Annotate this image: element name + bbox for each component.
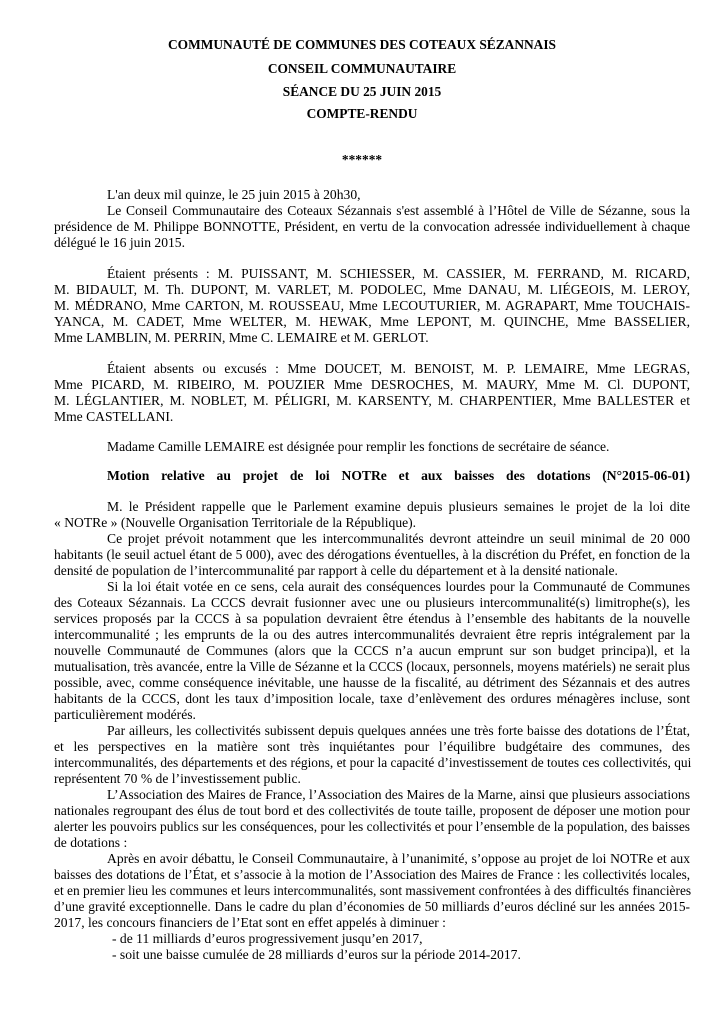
absent-line: Mme CASTELLANI. — [54, 409, 174, 424]
present-line: M. BIDAULT, M. Th. DUPONT, M. VARLET, M. PODOLEC, Mme DANAU, M. LIÉGEOIS, M. LEROY, — [54, 282, 690, 297]
body-line: possible, avec, comme conséquence inévitable, une hausse de la fiscalité, au détriment des Sézannais et des autres — [54, 675, 690, 690]
header-separator: ****** — [341, 152, 383, 167]
secretary-line: Madame Camille LEMAIRE est désignée pour remplir les fonctions de secrétaire de séance. — [107, 439, 610, 454]
body-line: particulièrement modérés. — [54, 707, 196, 722]
intro-line: présidence de M. Philippe BONNOTTE, Président, en vertu de la convocation adressée individuellement à chaque — [54, 219, 690, 234]
absent-line: M. LÉGLANTIER, M. NOBLET, M. PÉLIGRI, M. KARSENTY, M. CHARPENTIER, Mme BALLESTER et — [54, 393, 690, 408]
body-line: L’Association des Maires de France, l’Association des Maires de la Marne, ainsi que plusieurs associations — [107, 787, 690, 802]
intro-line: L'an deux mil quinze, le 25 juin 2015 à 20h30, — [107, 187, 361, 202]
body-line: baisses des dotations de l’État, et s’associe à la motion de l’Association des Maires de France : les collectivités locales, — [54, 867, 690, 882]
body-line: « NOTRe » (Nouvelle Organisation Territoriale de la République). — [54, 515, 417, 530]
header-session-date: SÉANCE DU 25 JUIN 2015 — [282, 84, 442, 99]
body-line: nationales regroupant des élus de tout bord et des collectivités de toute taille, proposent de déposer une motion pour — [54, 803, 690, 818]
body-line: habitants (le seuil actuel étant de 5 000), avec des dérogations éventuelles, à la discrétion du Préfet, en fonction de la — [54, 547, 690, 562]
absent-line: Étaient absents ou excusés : Mme DOUCET, M. BENOIST, M. P. LEMAIRE, Mme LEGRAS, — [107, 361, 690, 376]
body-line: de dotations : — [54, 835, 128, 850]
header-report: COMPTE-RENDU — [306, 106, 418, 121]
motion-title: Motion relative au projet de loi NOTRe et aux baisses des dotations (N°2015-06-01) — [107, 468, 690, 483]
body-line: Si la loi était votée en ce sens, cela aurait des conséquences lourdes pour la Communauté de Communes — [107, 579, 690, 594]
body-line: nouvelle Communauté de Communes (alors que la CCCS n’a aucun emprunt sur son budget principa)l, et la — [54, 643, 690, 658]
body-line: Par ailleurs, les collectivités subissent depuis quelques années une très forte baisse des dotations de l’État, — [107, 723, 690, 738]
body-line: alerter les pouvoirs publics sur les conséquences, pour les collectivités et pour l’ensemble de la population, des baisses — [54, 819, 690, 834]
body-line: Après en avoir débattu, le Conseil Communautaire, à l’unanimité, s’oppose au projet de loi NOTRe et aux — [107, 851, 690, 866]
header-council: CONSEIL COMMUNAUTAIRE — [267, 61, 457, 76]
body-line: Ce projet prévoit notamment que les intercommunalités devront atteindre un seuil minimal de 20 000 — [107, 531, 690, 546]
body-line: 2017, les concours financiers de l’Etat sont en effet appelés à diminuer : — [54, 915, 446, 930]
header-title: COMMUNAUTÉ DE COMMUNES DES COTEAUX SÉZANNAIS — [168, 37, 556, 52]
body-line: services proposés par la CCCS à sa population devraient être étendus à l’ensemble des habitants de la nouvelle — [54, 611, 690, 626]
body-line: habitants de la CCCS, dont les taux d’imposition locale, taxe d’enlèvement des ordures ménagères incluse, sont — [54, 691, 690, 706]
body-line: intercommunalité ; les emprunts de la ou des autres intercommunalités devraient être repris intégralement par la — [54, 627, 690, 642]
present-line: YANCA, M. CADET, Mme WELTER, M. HEWAK, Mme LEPONT, M. QUINCHE, Mme BASSELIER, — [54, 314, 690, 329]
body-line: et les perspectives en la matière sont très inquiétantes pour l’équilibre budgétaire des communes, des — [54, 739, 690, 754]
present-line: M. MÉDRANO, Mme CARTON, M. ROUSSEAU, Mme LECOUTURIER, M. AGRAPART, Mme TOUCHAIS- — [54, 298, 690, 313]
body-list-item: - soit une baisse cumulée de 28 milliards d’euros sur la période 2014-2017. — [112, 947, 521, 962]
body-line: densité de population de l’intercommunalité par rapport à celle du département et à la densité nationale. — [54, 563, 618, 578]
intro-line: Le Conseil Communautaire des Coteaux Sézannais s'est assemblé à l’Hôtel de Ville de Sézanne, sous la — [107, 203, 690, 218]
present-line: Mme LAMBLIN, M. PERRIN, Mme C. LEMAIRE et M. GERLOT. — [54, 330, 429, 345]
body-line: représentent 70 % de l’investissement public. — [54, 771, 301, 786]
intro-line: délégué le 16 juin 2015. — [54, 235, 185, 250]
present-line: Étaient présents : M. PUISSANT, M. SCHIESSER, M. CASSIER, M. FERRAND, M. RICARD, — [107, 266, 690, 281]
body-line: M. le Président rappelle que le Parlement examine depuis plusieurs semaines le projet de la loi dite — [107, 499, 690, 514]
body-line: intercommunalités, des départements et des régions, et pour la capacité d’investissement de toutes ces collectivités, qui — [54, 755, 692, 770]
body-line: et en premier lieu les communes et leurs intercommunalités, sont massivement confrontées à des difficultés financières — [54, 883, 692, 898]
body-line: mutualisation, très avancée, entre la Ville de Sézanne et la CCCS (locaux, personnels, moyens matériels) ne serait plus — [54, 659, 690, 674]
body-line: des Coteaux Sézannais. La CCCS devrait fusionner avec une ou plusieurs intercommunalité(s) limitrophe(s), les — [54, 595, 690, 610]
absent-line: Mme PICARD, M. RIBEIRO, M. POUZIER Mme DESROCHES, M. MAURY, Mme M. Cl. DUPONT, — [54, 377, 690, 392]
body-list-item: - de 11 milliards d’euros progressivement jusqu’en 2017, — [112, 931, 423, 946]
body-line: d’une gravité exceptionnelle. Dans le cadre du plan d’économies de 50 milliards d’euros décliné sur les années 2015- — [54, 899, 690, 914]
